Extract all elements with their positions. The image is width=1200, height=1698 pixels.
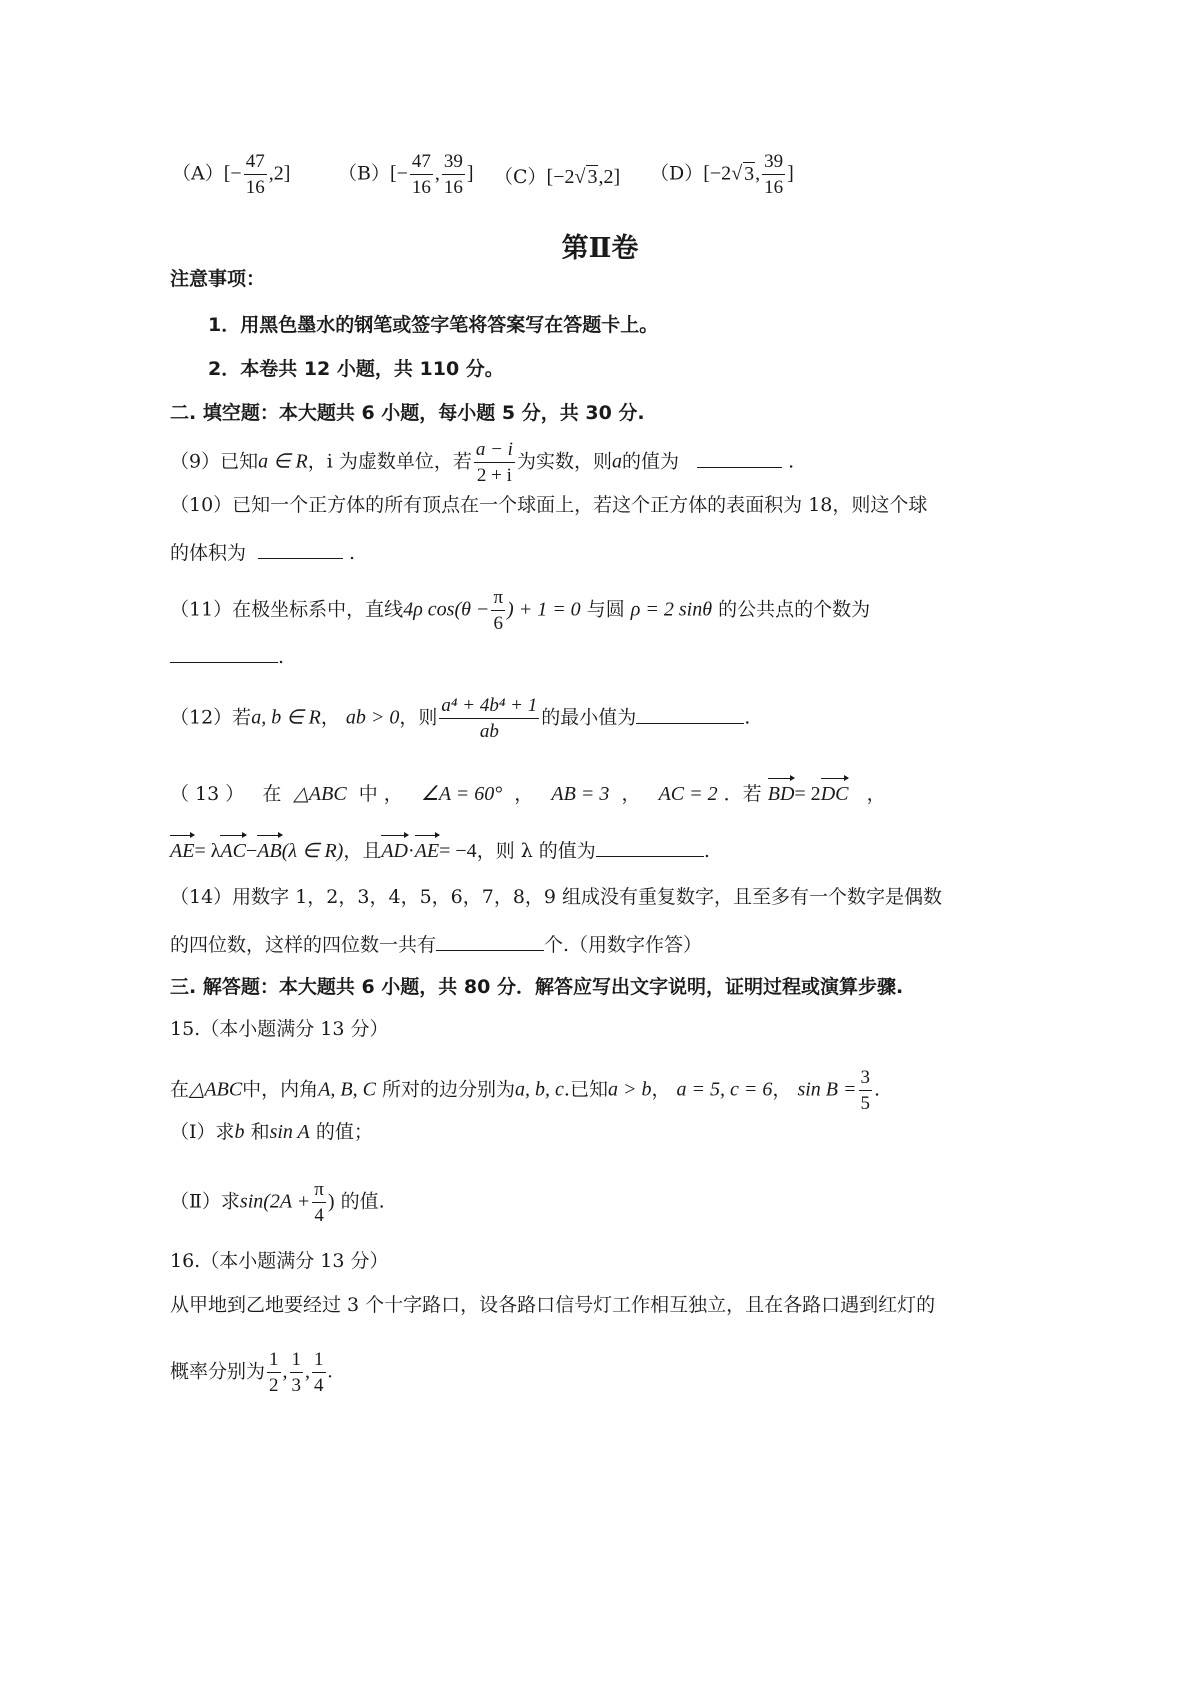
q12-prefix: （12）若 xyxy=(170,706,252,729)
q15-sinb-den: 5 xyxy=(860,1093,870,1114)
q15-triangle: △ABC xyxy=(189,1078,243,1101)
q12-cond2: ab > 0 xyxy=(345,706,400,729)
question-12: （12）若a, b ∈ R， ab > 0，则 $\frac{\text{a⁴ + 4b⁴ + 1}}{ab}$ 的最小值为 . xyxy=(170,695,751,742)
q15-sinb: sin B = xyxy=(797,1078,857,1101)
q15-part2-num: π xyxy=(312,1180,326,1203)
q9-fraction xyxy=(474,440,515,485)
q11-pi-num: π xyxy=(491,588,505,611)
question-16-line-2: 概率分别为 $\frac{1}{2}$ , $\frac{1}{3}$ , $\frac{1}{4}$ . xyxy=(170,1349,333,1396)
question-10-line-2: 的体积为 . xyxy=(170,542,356,564)
q15-cond1: a > b xyxy=(607,1078,652,1101)
q16-fraction-3 xyxy=(312,1350,326,1395)
part3-heading: 三. 解答题：本大题共 6 小题，共 80 分．解答应写出文字说明，证明过程或演算步骤. xyxy=(170,976,904,998)
question-13-line-1: （ 13 ） 在 △ABC 中 ， ∠A = 60° ， AB = 3 ， AC = 2 ．若 BD= 2DC ， xyxy=(170,783,886,805)
q13-minus: − xyxy=(245,840,258,862)
q13-angle: ∠A = 60° xyxy=(420,783,503,805)
q16-fraction-2 xyxy=(290,1350,304,1395)
q13-lambda-cond: (λ ∈ R) xyxy=(281,840,344,862)
question-14-line-1: （14）用数字 1，2，3，4，5，6，7，8，9 组成没有重复数字，且至多有一个数字是偶数 xyxy=(170,886,943,908)
option-b-open: [− xyxy=(389,162,408,185)
option-b-fraction-1 xyxy=(410,152,433,197)
q15-stem-a: 在 xyxy=(170,1078,190,1101)
q15-sinb-num: 3 xyxy=(859,1068,873,1091)
q13-vector-ae: AE xyxy=(170,840,195,862)
option-c-close: ,2] xyxy=(598,166,621,188)
question-16-header: 16.（本小题满分 13 分） xyxy=(170,1250,389,1272)
question-11-answer: . xyxy=(170,644,284,667)
q16-fraction-1 xyxy=(267,1350,281,1395)
option-c-label: （C） xyxy=(494,166,547,188)
q13-ac: AC = 2 xyxy=(658,783,718,805)
option-d-den: 16 xyxy=(764,177,784,198)
option-c-open: [−2 xyxy=(546,166,575,188)
question-15-part-2 xyxy=(170,1180,385,1225)
question-9: （9）已知a ∈ R，i 为虚数单位，若 $\frac{a - i}{2 + i}$ 为实数，则a的值为 . xyxy=(170,439,795,486)
option-d-fraction xyxy=(762,152,785,197)
q16-f2-num: 1 xyxy=(290,1350,304,1373)
q11-circle: ρ = 2 sinθ xyxy=(630,598,713,621)
option-c-radicand: 3 xyxy=(587,166,598,188)
q15-part2-fraction xyxy=(312,1180,326,1225)
option-c: （C）[−2√ 3,2] xyxy=(494,166,621,188)
q11-suffix: 的公共点的个数为 xyxy=(718,598,871,621)
q13-eq2: = 2 xyxy=(794,783,821,805)
option-a-open: [− xyxy=(223,162,242,185)
q13-tail: ，则 λ 的值为 xyxy=(476,840,596,862)
option-b-close: ] xyxy=(466,162,474,185)
q15-stem-d: .已知 xyxy=(563,1078,608,1101)
q12-den: ab xyxy=(479,721,499,742)
q16-f1-den: 2 xyxy=(269,1375,279,1396)
option-a-close: ,2] xyxy=(268,162,291,185)
option-a-den: 16 xyxy=(245,177,265,198)
q16-f2-den: 3 xyxy=(291,1375,302,1396)
q11-answer-blank[interactable] xyxy=(170,644,278,663)
q9-den: 2 + i xyxy=(476,465,512,486)
option-d-num: 39 xyxy=(762,152,785,175)
q15-part2-b: sin(2A + xyxy=(239,1190,311,1213)
q11-prefix: （11）在极坐标系中，直线 xyxy=(170,598,404,621)
q11-mid: 与圆 xyxy=(586,598,625,621)
q11-pi-den: 6 xyxy=(493,613,503,634)
q15-cond2: a = 5, c = 6 xyxy=(676,1078,773,1101)
q15-stem-c: 所对的边分别为 xyxy=(382,1078,516,1101)
q13-vector-ad: AD xyxy=(381,840,409,862)
option-b-fraction-2 xyxy=(442,152,465,197)
q9-answer-blank[interactable] xyxy=(697,449,782,468)
option-b-den1: 16 xyxy=(411,177,431,198)
option-a-num: 47 xyxy=(244,152,267,175)
q15-part2-d: 的值. xyxy=(340,1190,385,1213)
q15-part1-d: sin A xyxy=(269,1121,310,1143)
notes-heading: 注意事项： xyxy=(170,268,266,290)
q9-condition: a ∈ R xyxy=(258,450,308,473)
q15-angles: A, B, C xyxy=(318,1078,376,1101)
q9-suffix: 为实数，则 xyxy=(516,450,612,473)
q13-ruo: ．若 xyxy=(723,783,762,805)
q11-eq-left: 4ρ cos(θ − xyxy=(403,598,490,621)
question-14-line-2 xyxy=(170,932,702,955)
question-10-line-1: （10）已知一个正方体的所有顶点在一个球面上，若这个正方体的表面积为 18，则这个球 xyxy=(170,494,928,516)
q13-vector-dc: DC xyxy=(820,783,849,805)
q14-line2-b: 个.（用数字作答） xyxy=(544,934,703,956)
q12-answer-blank[interactable] xyxy=(636,705,744,724)
option-d: （D）[−2√ 3, $\frac{39}{16}$ ] xyxy=(650,151,794,198)
q15-sinb-fraction xyxy=(859,1068,873,1113)
q13-dot: · xyxy=(408,840,415,862)
q13-triangle: △ABC xyxy=(293,783,347,805)
q13-qie: ，且 xyxy=(343,840,382,862)
q15-stem-b: 中，内角 xyxy=(242,1078,319,1101)
q16-f3-den: 4 xyxy=(314,1375,324,1396)
q12-num: a⁴ + 4b⁴ + 1 xyxy=(439,696,539,719)
q12-fraction xyxy=(439,696,539,741)
q15-part2-den: 4 xyxy=(314,1205,324,1226)
option-d-close: ] xyxy=(787,162,794,185)
option-b-num1: 47 xyxy=(410,152,433,175)
question-16-line-1: 从甲地到乙地要经过 3 个十字路口，设各路口信号灯工作相互独立，且在各路口遇到红灯的 xyxy=(170,1294,936,1316)
q14-answer-blank[interactable] xyxy=(436,932,544,951)
part2-heading: 二. 填空题：本大题共 6 小题，每小题 5 分，共 30 分. xyxy=(170,402,645,424)
q16-f1-num: 1 xyxy=(267,1350,281,1373)
q13-in: 在 xyxy=(262,783,282,805)
q9-mid: ，i 为虚数单位，若 xyxy=(307,450,472,473)
q15-sides: a, b, c xyxy=(515,1078,564,1101)
q11-eq-right: ) + 1 = 0 xyxy=(507,598,581,621)
q13-vector-ac: AC xyxy=(220,840,246,862)
question-15-header: 15.（本小题满分 13 分） xyxy=(170,1018,389,1040)
q15-part2-a: （Ⅱ）求 xyxy=(170,1190,240,1213)
q9-var: a xyxy=(611,450,622,473)
question-11 xyxy=(170,588,870,633)
q15-part2-c: ) xyxy=(327,1190,335,1213)
q12-cond1: a, b ∈ R xyxy=(251,706,321,729)
question-13-line-2: AE= λAC−AB(λ ∈ R)，且AD·AE= −4，则 λ 的值为 . xyxy=(170,840,710,862)
option-d-radicand: 3 xyxy=(744,162,755,185)
q13-eq-val: = −4 xyxy=(439,840,477,862)
q16-f3-num: 1 xyxy=(312,1350,326,1373)
q10-answer-blank[interactable] xyxy=(258,540,343,559)
q12-mid: ，则 xyxy=(399,706,438,729)
option-b-label: （B） xyxy=(338,162,390,185)
section-title: 第Ⅱ卷 xyxy=(561,233,639,264)
question-15-stem: 在△ABC中，内角A, B, C 所对的边分别为a, b, c.已知a > b， a = 5, c = 6， sin B = $\frac{3}{5}$ . xyxy=(170,1067,881,1114)
option-b: （B）[− $\frac{47}{16}$ , $\frac{39}{16}$ ] xyxy=(338,151,474,198)
q14-line2-a: 的四位数，这样的四位数一共有 xyxy=(170,934,437,956)
q15-part1-e: 的值； xyxy=(315,1121,373,1143)
q13-prefix: （ 13 ） xyxy=(170,783,245,805)
q10-line2: 的体积为 xyxy=(170,542,247,564)
option-b-num2: 39 xyxy=(442,152,465,175)
q9-num: a − i xyxy=(474,440,515,463)
q13-vector-ae-2: AE xyxy=(414,840,440,862)
q13-vector-bd: BD xyxy=(767,783,795,805)
q13-eq-lambda: = λ xyxy=(194,840,221,862)
notes-item-1: 1．用黑色墨水的钢笔或签字笔将答案写在答题卡上。 xyxy=(208,314,659,336)
q13-ab: AB = 3 xyxy=(551,783,610,805)
option-d-label: （D） xyxy=(650,162,704,185)
notes-item-2: 2．本卷共 12 小题，共 110 分。 xyxy=(208,358,504,380)
q15-part1-a: （Ⅰ）求 xyxy=(170,1121,235,1143)
option-b-den2: 16 xyxy=(443,177,463,198)
option-a-label: （A） xyxy=(172,162,224,185)
q13-vector-ab: AB xyxy=(257,840,282,862)
option-a xyxy=(172,152,290,197)
q9-prefix: （9）已知 xyxy=(170,450,259,473)
option-a-fraction xyxy=(244,152,267,197)
question-15-part-1 xyxy=(170,1122,373,1142)
option-d-open: [−2 xyxy=(703,162,732,185)
q13-answer-blank[interactable] xyxy=(596,838,704,857)
q15-part1-c: 和 xyxy=(250,1121,270,1143)
q13-zhong: 中 xyxy=(358,783,378,805)
q11-fraction xyxy=(491,588,505,633)
q16-line2: 概率分别为 xyxy=(170,1360,266,1383)
q12-suffix: 的最小值为 xyxy=(541,706,637,729)
q9-tail: 的值为 xyxy=(621,450,679,473)
q15-part1-b: b xyxy=(234,1121,245,1143)
